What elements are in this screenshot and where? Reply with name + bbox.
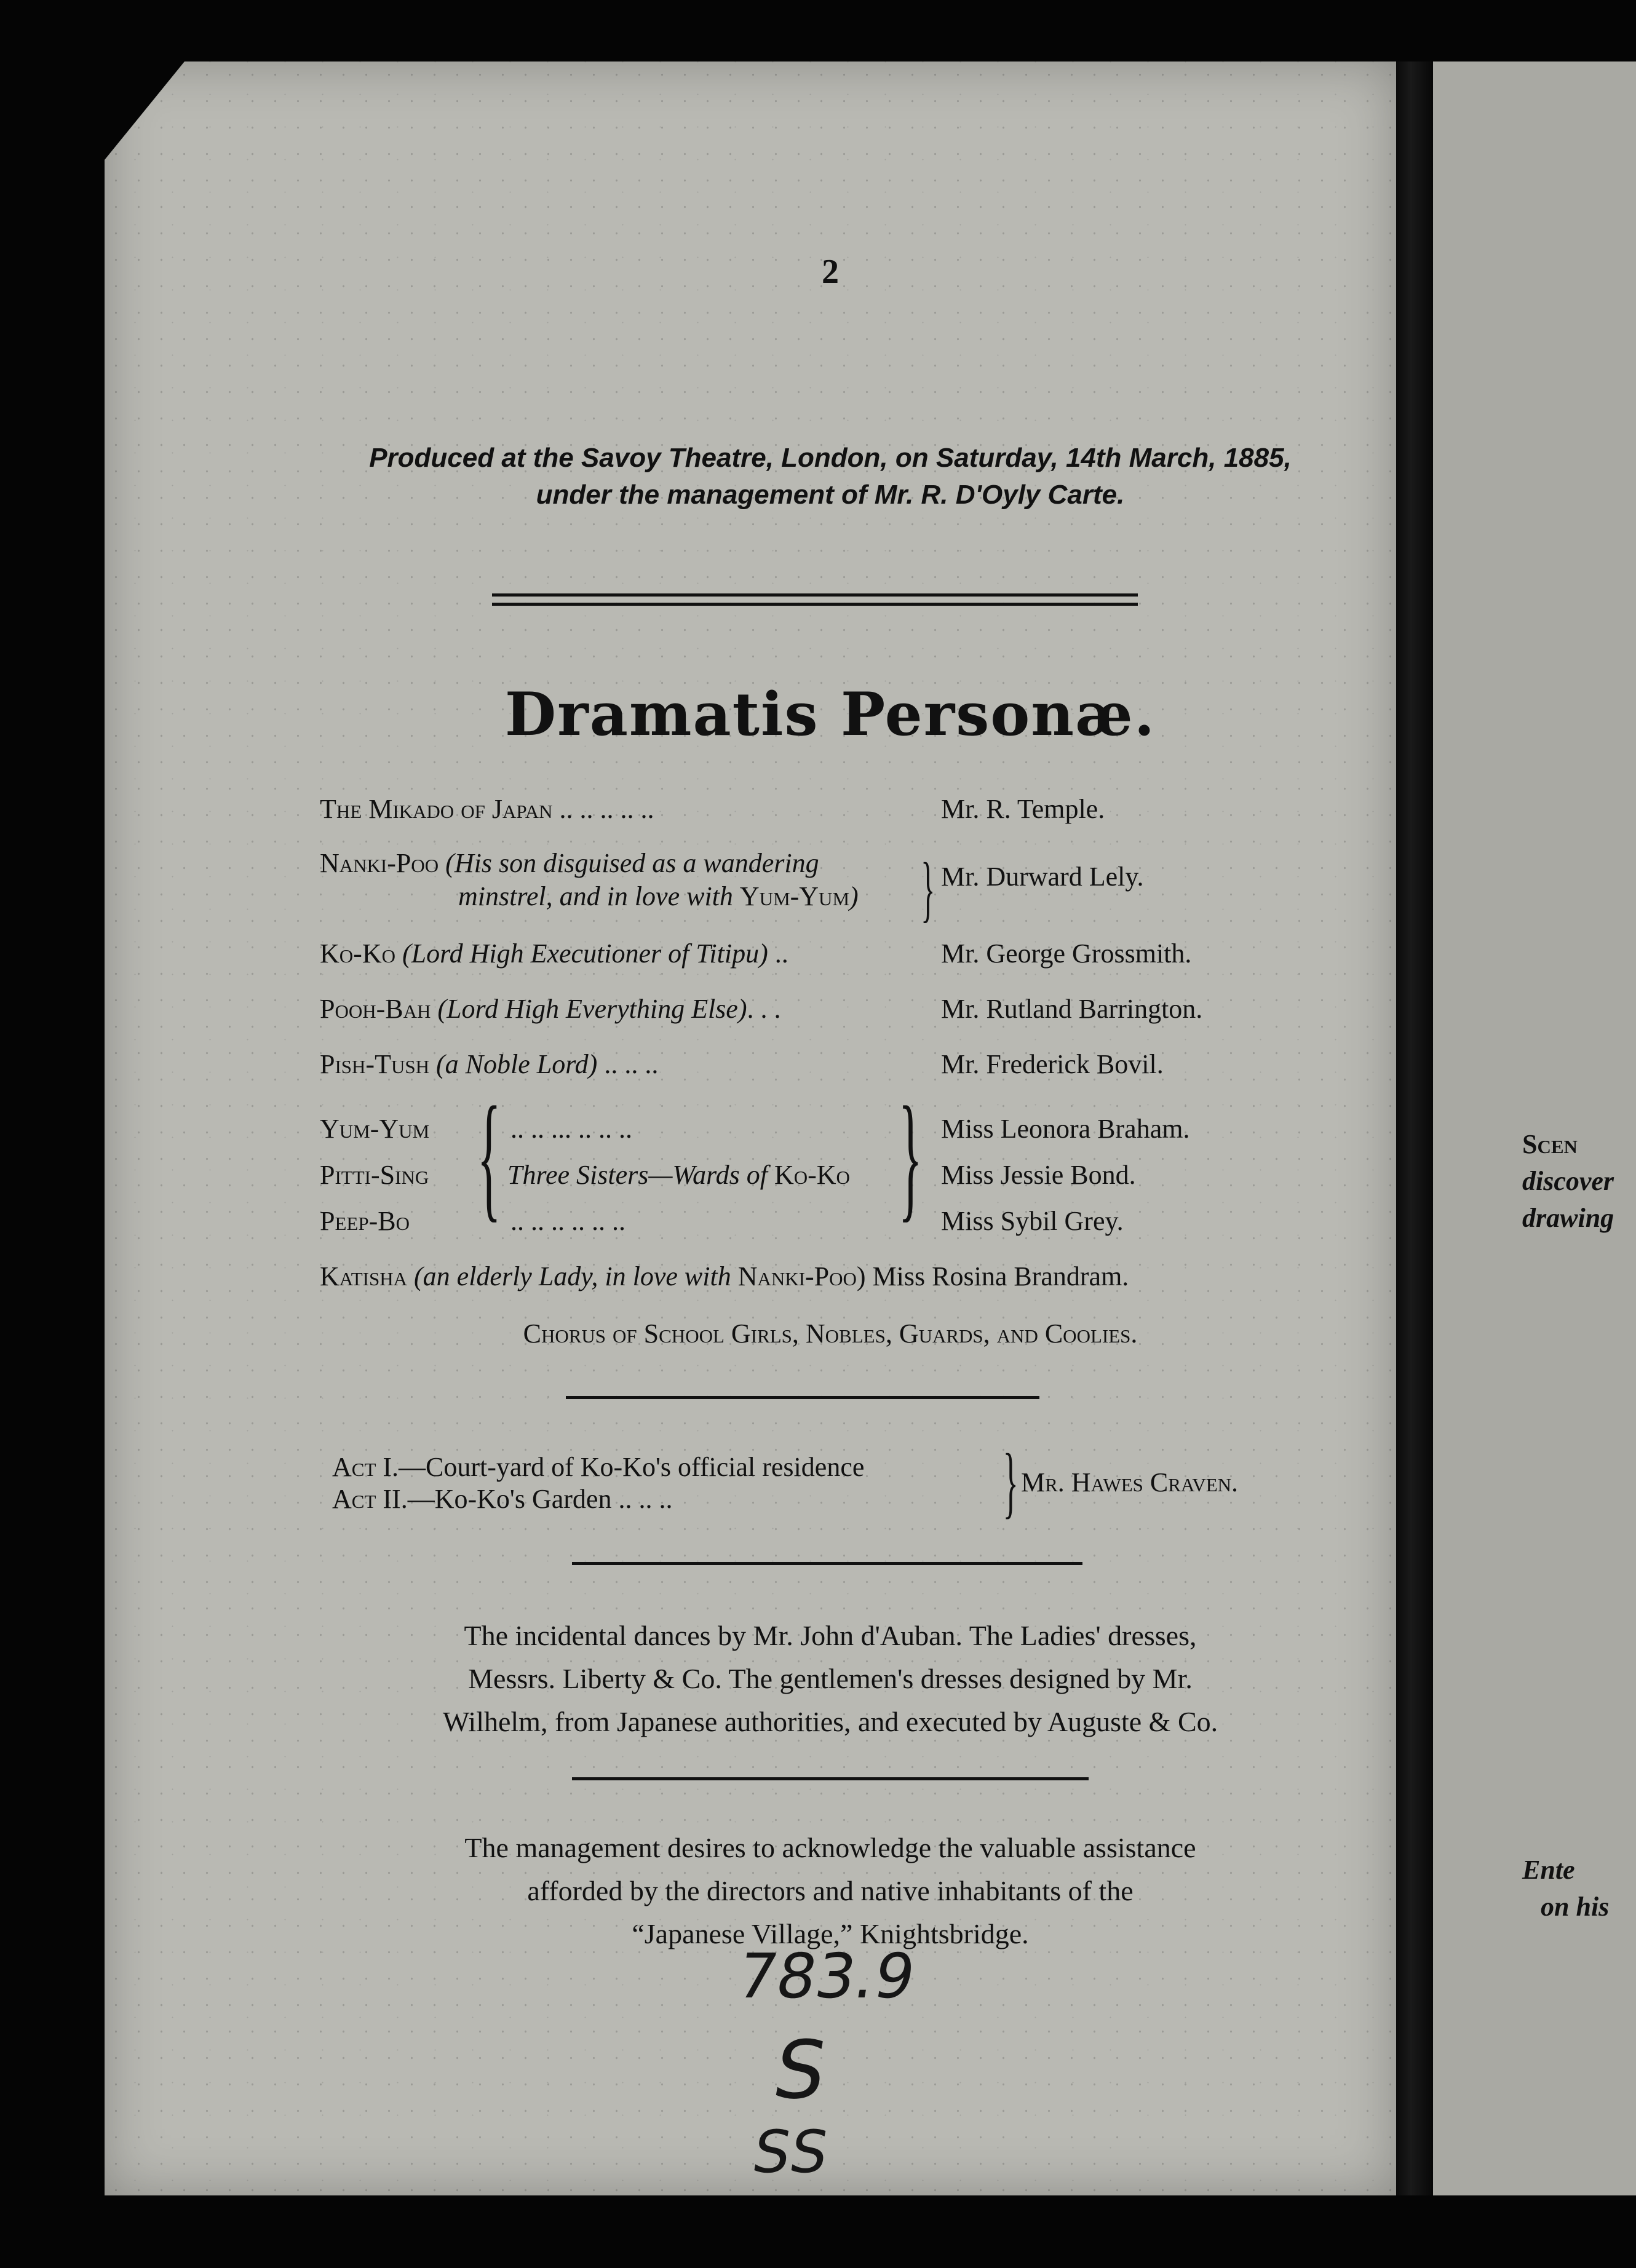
right-brace: } — [898, 1077, 923, 1234]
role-name: The Mikado of Japan — [320, 794, 553, 824]
acknowledgement-line: afforded by the directors and native inhabitants of the — [527, 1875, 1134, 1906]
cast-row — [320, 1049, 658, 1080]
cast-row — [320, 793, 654, 825]
actor-name: Mr. Frederick Bovil. — [941, 1049, 1164, 1079]
left-brace: { — [477, 1077, 501, 1234]
facing-page-fragment: Ente — [1522, 1855, 1575, 1885]
acknowledgement — [308, 1826, 1353, 1956]
act-label: Act II. — [332, 1484, 408, 1514]
actor-name: Mr. George Grossmith. — [941, 938, 1192, 969]
role-name: Ko-Ko — [320, 938, 395, 969]
role-name: Katisha — [320, 1261, 408, 1291]
role-reference: Ko-Ko — [774, 1160, 850, 1190]
role-description: ) — [856, 1261, 866, 1291]
dot-leader: .. .. .. .. .. .. — [510, 1206, 625, 1236]
dot-leader: .. .. .. — [611, 1484, 673, 1514]
facing-page-fragment: on his — [1541, 1892, 1610, 1922]
act-setting: —Court-yard of Ko-Ko's official residence — [399, 1452, 865, 1482]
dot-leader: .. .. .. — [597, 1049, 659, 1079]
handwritten-mark: SS — [747, 2119, 834, 2186]
act-line — [332, 1451, 864, 1483]
cast-row — [320, 938, 788, 969]
role-name: Yum-Yum — [320, 1114, 430, 1144]
divider-rule — [572, 1777, 1089, 1780]
actor-name: Miss Jessie Bond. — [941, 1160, 1136, 1190]
actor-name: Miss Sybil Grey. — [941, 1206, 1124, 1236]
acknowledgement-line: “Japanese Village,” Knightsbridge. — [632, 1918, 1029, 1949]
role-name: Peep-Bo — [320, 1206, 410, 1236]
role-reference: Nanki-Poo — [737, 1261, 857, 1291]
production-note — [308, 440, 1353, 513]
cast-row — [320, 993, 780, 1025]
brace: } — [921, 847, 935, 929]
credit-line: The incidental dances by Mr. John d'Auban. The Ladies' dresses, — [464, 1620, 1197, 1651]
role-description: (His son disguised as a wandering — [439, 848, 819, 878]
acknowledgement-line: The management desires to acknowledge the valuable assistance — [464, 1832, 1196, 1863]
handwritten-mark: S — [766, 2023, 834, 2117]
actor-name: Miss Rosina Brandram. — [865, 1261, 1129, 1291]
role-description: (Lord High Executioner of Titipu) — [395, 938, 768, 969]
double-rule — [492, 593, 1138, 597]
credit-line: Messrs. Liberty & Co. The gentlemen's dresses designed by Mr. — [468, 1663, 1193, 1694]
actor-name: Miss Leonora Braham. — [941, 1114, 1190, 1144]
dances-credits — [308, 1614, 1353, 1743]
scenery-artist: Mr. Hawes Craven. — [1021, 1467, 1239, 1497]
chorus-line: Chorus of School Girls, Nobles, Guards, and Coolies. — [523, 1318, 1138, 1349]
role-description: (Lord High Everything Else) — [431, 994, 747, 1024]
double-rule — [492, 603, 1138, 606]
divider-rule — [566, 1396, 1039, 1399]
actor-name: Mr. Rutland Barrington. — [941, 994, 1203, 1024]
production-line: under the management of Mr. R. D'Oyly Carte. — [536, 480, 1125, 510]
cast-row — [320, 1261, 1129, 1292]
dot-leader: .. — [768, 938, 788, 969]
act-setting: —Ko-Ko's Garden — [407, 1484, 612, 1514]
role-description: ) — [849, 881, 859, 911]
dramatis-personae-title: Dramatis Personæ. — [504, 680, 1156, 749]
sisters-description — [507, 1159, 850, 1191]
role-description: Three Sisters—Wards of — [507, 1160, 774, 1190]
act-line — [332, 1483, 672, 1515]
brace: } — [1003, 1438, 1019, 1526]
role-name: Pitti-Sing — [320, 1160, 429, 1190]
credit-line: Wilhelm, from Japanese authorities, and executed by Auguste & Co. — [442, 1706, 1218, 1737]
actor-name: Mr. R. Temple. — [941, 794, 1105, 824]
role-name: Pooh-Bah — [320, 994, 431, 1024]
facing-page-fragment: drawing — [1522, 1203, 1614, 1233]
facing-page-fragment: discover — [1522, 1166, 1614, 1196]
book-gutter — [1396, 61, 1433, 2195]
cast-row — [320, 847, 819, 879]
dot-leader: .. .. .. .. .. — [552, 794, 654, 824]
handwritten-shelfmark: 783.9 — [731, 1940, 921, 2012]
role-reference: Yum-Yum — [739, 881, 850, 911]
role-name: Nanki-Poo — [320, 848, 439, 878]
page-number: 2 — [822, 253, 839, 291]
facing-page-fragment: Scen — [1522, 1129, 1578, 1159]
role-description: minstrel, and in love with — [458, 881, 740, 911]
production-line: Produced at the Savoy Theatre, London, on Saturday, 14th March, 1885, — [369, 443, 1292, 473]
act-label: Act I. — [332, 1452, 399, 1482]
dot-leader: .. .. ... .. .. .. — [510, 1114, 632, 1144]
role-name: Pish-Tush — [320, 1049, 429, 1079]
role-description: (a Noble Lord) — [429, 1049, 598, 1079]
dot-leader: . . . — [747, 994, 781, 1024]
cast-row-continued — [458, 881, 859, 912]
role-description: (an elderly Lady, in love with — [407, 1261, 738, 1291]
divider-rule — [572, 1562, 1082, 1565]
actor-name: Mr. Durward Lely. — [941, 862, 1144, 892]
